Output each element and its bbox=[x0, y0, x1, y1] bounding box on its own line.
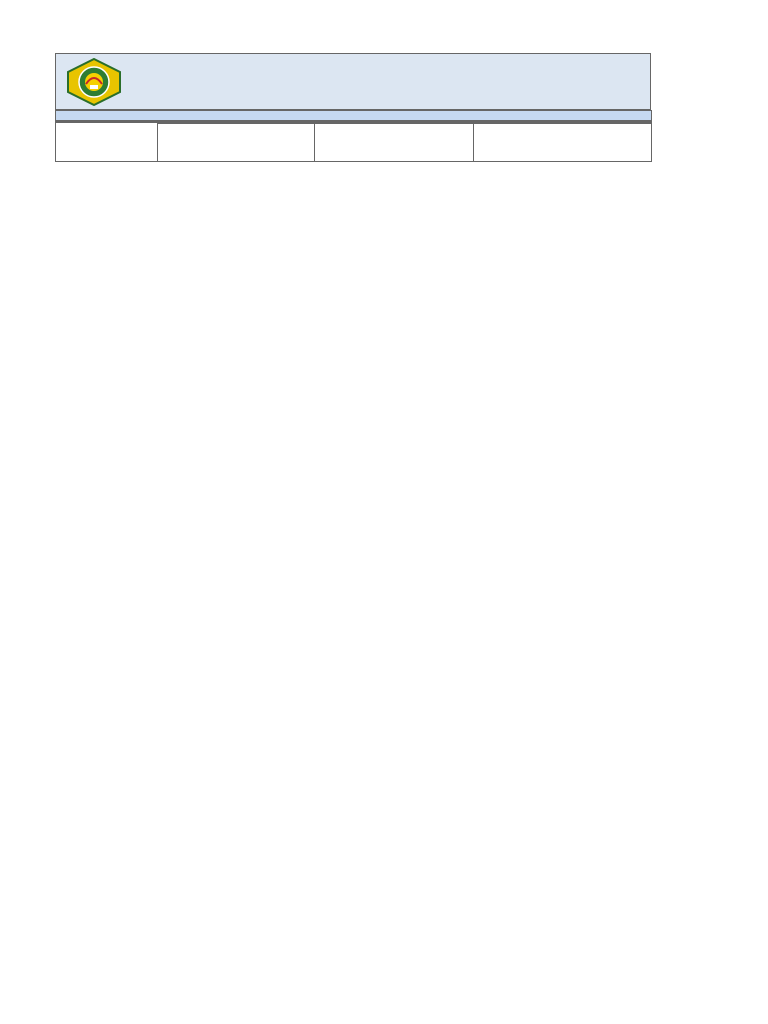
otoritas-label bbox=[56, 123, 158, 162]
coord-name bbox=[315, 124, 474, 162]
institution-header bbox=[55, 53, 651, 110]
rps-title bbox=[56, 111, 652, 121]
rps-table bbox=[55, 110, 652, 162]
university-seal-icon bbox=[64, 58, 124, 106]
page-1 bbox=[55, 53, 651, 162]
head-name bbox=[474, 124, 652, 162]
dev-name bbox=[158, 124, 315, 162]
